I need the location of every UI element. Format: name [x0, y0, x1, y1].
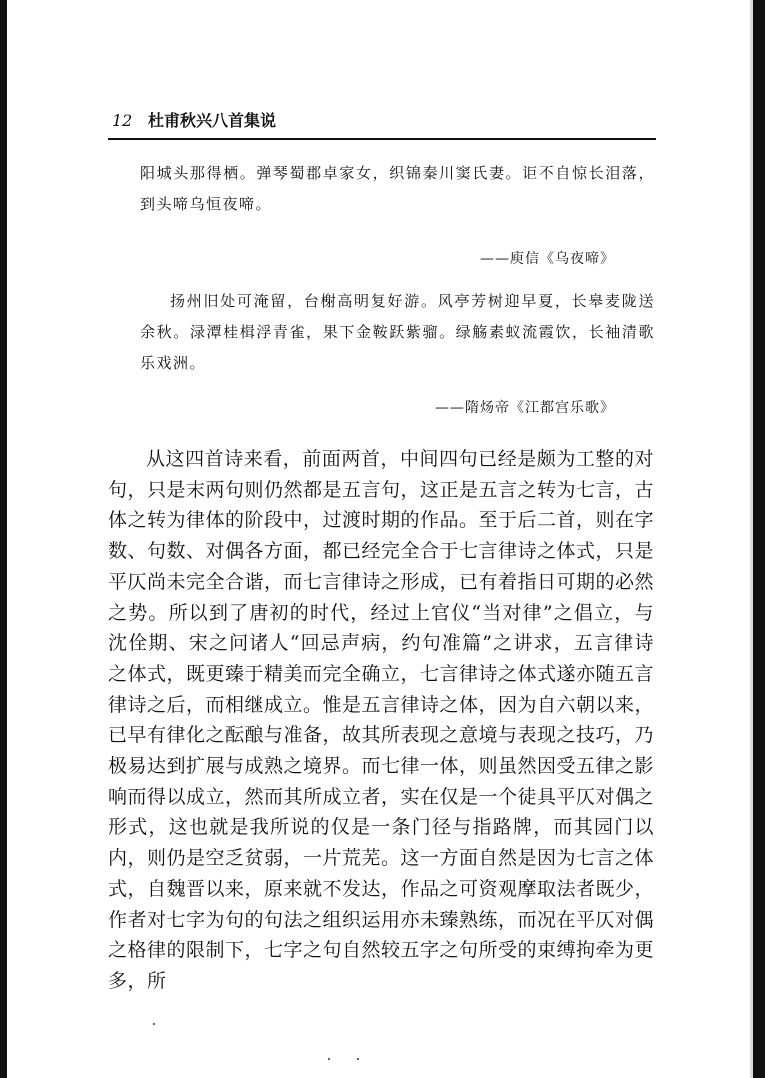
header-rule — [108, 138, 656, 140]
scan-speck — [357, 1058, 359, 1060]
scan-speck — [153, 1023, 155, 1025]
book-title: 杜甫秋兴八首集说 — [147, 111, 276, 130]
quote-attribution: ——庾信《乌夜啼》 — [480, 251, 615, 267]
body-paragraph: 从这四首诗来看，前面两首，中间四句已经是颇为工整的对句，只是末两句则仍然都是五言句，这正是五言之转为七言，古体之转为律体的阶段中，过渡时期的作品。至于后二首，则在字数、句数、对偶各方面，都已经完全合于七言律诗之体式，只是平仄尚未完全合谐，而七言律诗之形成，已有着指日可期的必然之势。所以到了唐初的时代，经过上官仪“当对律”之倡立，与沈佺期、宋之问诸人“回忌声病，约句准篇”之讲求，五言律诗之体式，既更臻于精美而完全确立，七言律诗之体式遂亦随五言律诗之后，而相继成立。惟是五言律诗之体，因为自六朝以来，已早有律化之酝酿与准备，故其所表现之意境与表现之技巧，乃极易达到扩展与成熟之境界。而七律一体，则虽然因受五律之影响而得以成立，然而其所成立者，实在仅是一个徒具平仄对偶之形式，这也就是我所说的仅是一条门径与指路牌，而其园门以内，则仍是空乏贫弱，一片荒芜。这一方面自然是因为七言之体式，自魏晋以来，原来就不发达，作品之可资观摩取法者既少，作者对七字为句的句法之组织运用亦未臻熟练，而况在平仄对偶之格律的限制下，七字之句自然较五字之句所受的束缚拘牵为更多，所 — [108, 448, 655, 992]
running-header — [112, 108, 657, 134]
quote-block: 扬州旧处可淹留，台榭高明复好游。风亭芳树迎早夏，长皋麦陇送余秋。渌潭桂楫浮青雀，果下金鞍跃紫骝。绿觞素蚁流霞饮，长袖清歌乐戏洲。 — [140, 292, 655, 372]
quote-attribution: ——隋炀帝《江都宫乐歌》 — [435, 400, 615, 416]
quote-block: 阳城头那得栖。弹琴蜀郡卓家女，织锦秦川窦氏妻。讵不自惊长泪落，到头啼乌恒夜啼。 — [140, 164, 655, 213]
scan-left-edge — [0, 0, 7, 1078]
scan-speck — [328, 1058, 330, 1060]
page-number: 12 — [112, 111, 133, 130]
scan-right-edge — [753, 0, 765, 1078]
